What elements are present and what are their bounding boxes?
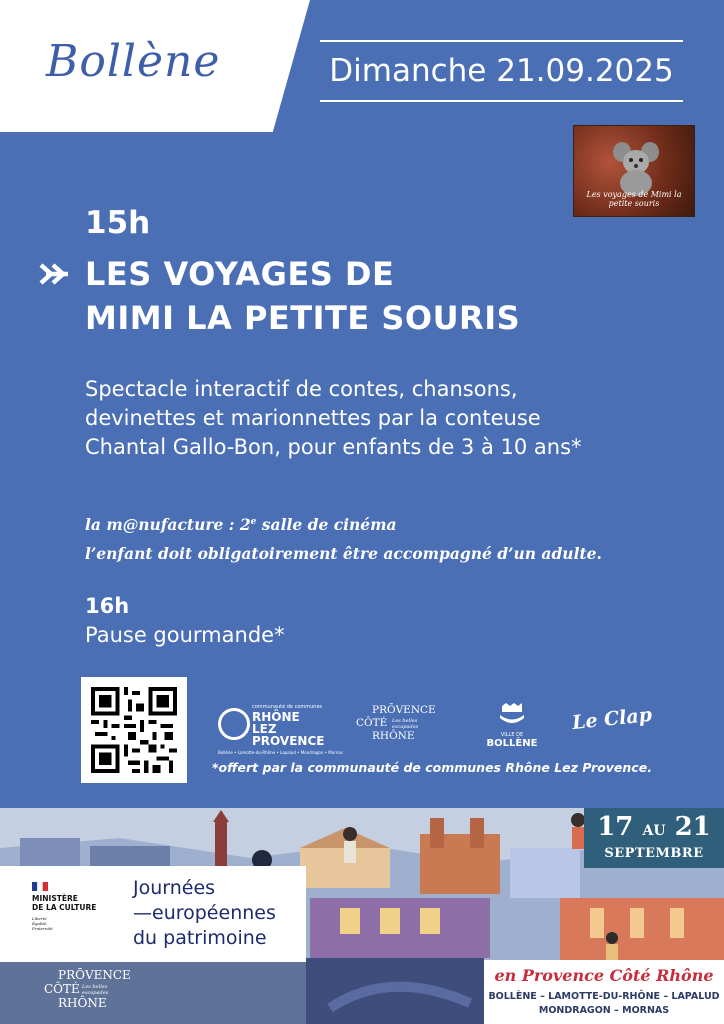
adult-note: l’enfant doit obligatoirement être accompagné d’un adulte. (85, 544, 602, 564)
rlp-towns: Bollène • Lamotte-du-Rhône • Lapalud • Mondragon • Mornas (218, 750, 343, 755)
ministry-line2: DE LA CULTURE (32, 903, 97, 912)
ministry-line1: MINISTÈRE (32, 894, 78, 903)
partner-logos (200, 692, 690, 758)
venue-line (85, 508, 602, 539)
event2-time: 16h (85, 594, 130, 618)
thumbnail-caption: Les voyages de Mimi la petite souris (586, 190, 682, 208)
rlp-line2: PROVENCE (252, 734, 325, 748)
city-name: Bollène (46, 36, 221, 87)
footer-pcr-tag2: escapades (82, 990, 109, 996)
jep-title (133, 876, 276, 951)
rlp-circle-icon (218, 708, 250, 740)
qr-code[interactable] (81, 677, 187, 783)
towns-line1: BOLLÈNE – LAMOTTE-DU-RHÔNE – LAPALUD (488, 991, 720, 1002)
jep-line2: —européennes (133, 902, 276, 924)
show-title-line2: MIMI LA PETITE SOURIS (85, 299, 521, 337)
pcr-line2: CÔTÉ (356, 717, 388, 729)
le-clap-logo: Le Clap (571, 703, 653, 735)
footer-pcr-line1: PRŌVENCE (58, 968, 131, 982)
ministry-motto (32, 916, 53, 931)
show-title (85, 252, 520, 340)
date-block (320, 40, 683, 102)
date-from: 17 (597, 812, 634, 842)
event-date: Dimanche 21.09.2025 (329, 53, 674, 89)
jep-logo-box (0, 866, 306, 962)
venue-suffix: salle de cinéma (256, 515, 397, 535)
jep-line1: Journées (133, 877, 216, 899)
pcr-line1: PRŌVENCE (372, 704, 436, 716)
ministry-name (32, 894, 96, 912)
motto-liberte: Liberté (32, 916, 47, 921)
venue-prefix: la m@nufacture : 2 (85, 515, 251, 535)
epcr-title: en Provence Côté Rhône (494, 966, 714, 985)
rlp-line1: RHÔNE LEZ (252, 710, 300, 736)
offer-note: *offert par la communauté de communes Rhône Lez Provence. (212, 760, 652, 775)
motto-egalite: Égalité (32, 921, 47, 926)
rlp-small-text: communauté de communes (252, 704, 323, 710)
provence-cote-rhone-logo (356, 704, 440, 743)
footer-pcr-tag1: Les belles (82, 984, 108, 990)
qr-code-pattern (91, 687, 177, 773)
provence-cote-rhone-footer-logo (44, 968, 131, 1010)
bollene-crest-icon (496, 702, 528, 728)
footer-pcr-line3: RHÔNE (58, 996, 107, 1010)
footer-pcr-line2: CÔTÉ (44, 982, 80, 996)
french-flag-icon (32, 882, 48, 891)
bollene-small-text: VILLE DE (500, 732, 524, 738)
date-month: SEPTEMBRE (604, 846, 704, 861)
pcr-tag2: escapades (392, 724, 419, 730)
ville-de-bollene-logo (482, 702, 542, 749)
jep-line3: du patrimoine (133, 927, 267, 949)
towns-list (484, 990, 724, 1018)
description-line2: devinettes et marionnettes par la conteuse (85, 406, 541, 430)
motto-fraternite: Fraternité (32, 926, 53, 931)
double-chevron-icon (38, 262, 74, 286)
date-range (584, 812, 724, 842)
show-description (85, 375, 685, 462)
mouse-puppet-icon (612, 138, 660, 196)
show-title-line1: LES VOYAGES DE (85, 255, 395, 293)
provence-cote-rhone-towns-box (484, 960, 724, 1024)
show-thumbnail (573, 125, 695, 217)
venue-block (85, 508, 602, 568)
event1-time: 15h (85, 205, 151, 241)
description-line3: Chantal Gallo-Bon, pour enfants de 3 à 10 ans* (85, 435, 582, 459)
venue-superscript: e (250, 517, 257, 527)
pcr-line3: RHÔNE (372, 730, 415, 742)
rlp-name (252, 711, 326, 747)
date-joiner: AU (642, 823, 666, 839)
pcr-tagline (392, 718, 418, 730)
pcr-tag1: Les belles (392, 718, 418, 724)
date-to: 21 (674, 812, 711, 842)
towns-line2: MONDRAGON – MORNAS (538, 1005, 670, 1016)
dates-box (584, 808, 724, 868)
footer-pcr-tagline (82, 984, 108, 996)
event2-title: Pause gourmande* (85, 623, 285, 647)
description-line1: Spectacle interactif de contes, chansons, (85, 377, 518, 401)
bollene-name: BOLLÈNE (486, 738, 538, 749)
